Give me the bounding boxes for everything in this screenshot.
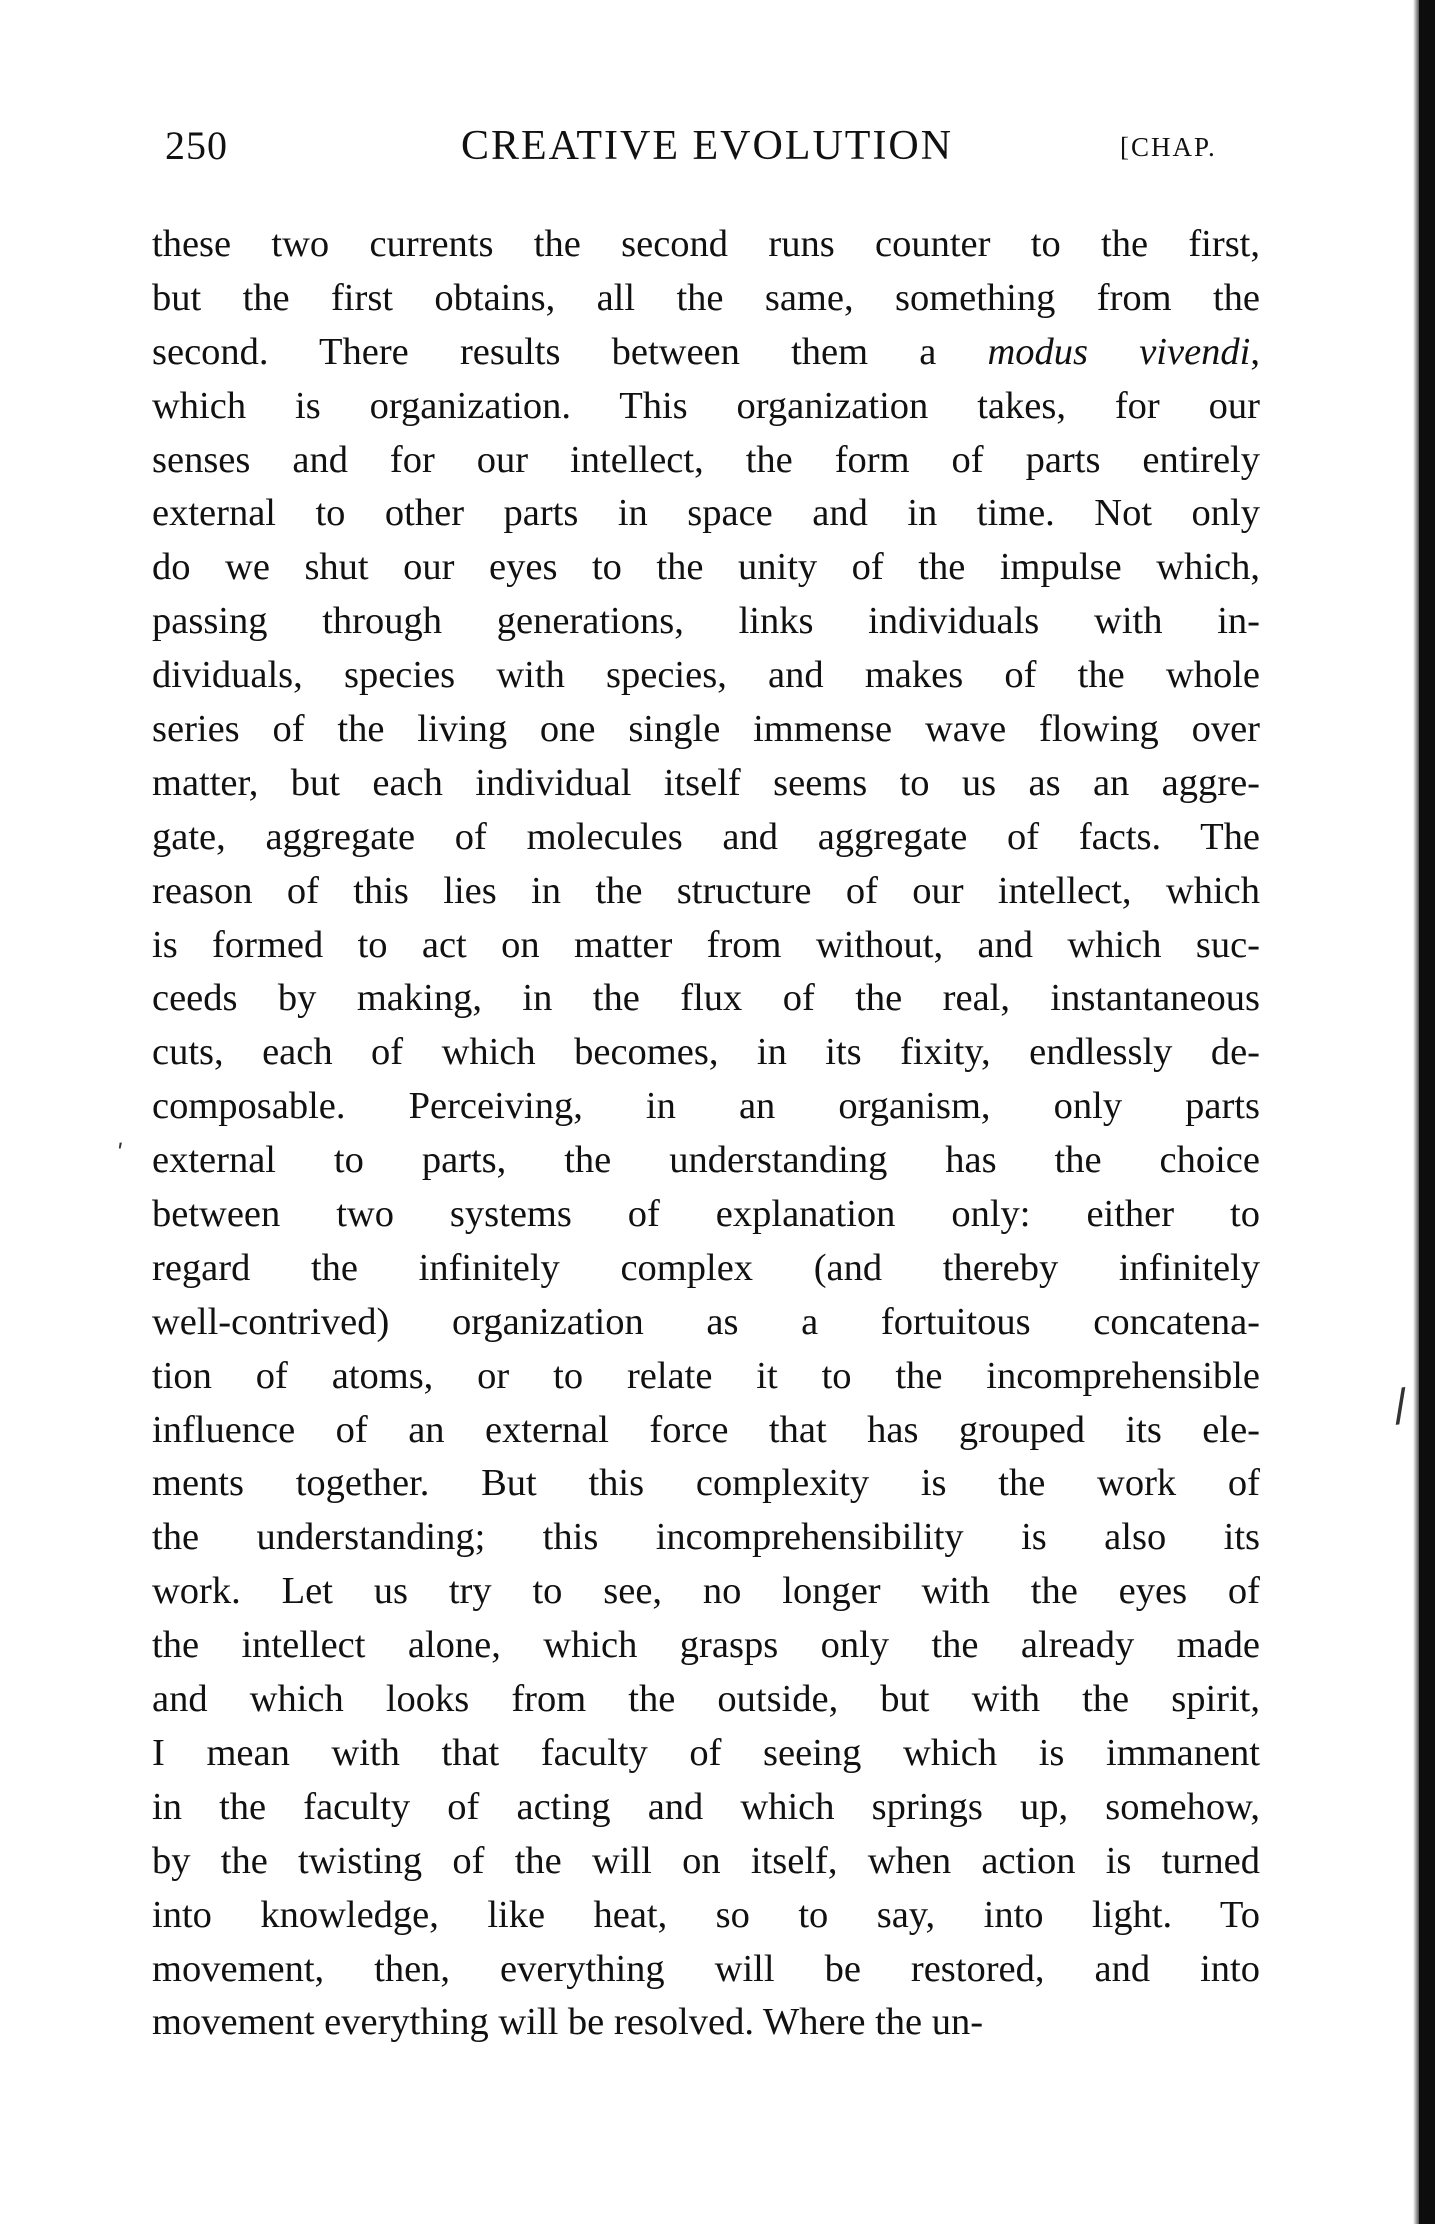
text-line: the understanding; this incomprehensibility is also its — [152, 1516, 1260, 1559]
italic-phrase: modus vivendi — [987, 330, 1251, 373]
text-line: into knowledge, like heat, so to say, into light. To — [152, 1893, 1260, 1936]
text-line: these two currents the second runs counter to the first, — [152, 223, 1260, 265]
text-line: external to parts, the understanding has the choice — [152, 1139, 1260, 1182]
text-line: the intellect alone, which grasps only the already made — [152, 1624, 1260, 1667]
text-line-modus-vivendi — [152, 326, 1260, 380]
text-line: gate, aggregate of molecules and aggregate of facts. The — [152, 815, 1260, 858]
text-line: is formed to act on matter from without, and which suc- — [152, 923, 1260, 966]
running-title: CREATIVE EVOLUTION — [461, 123, 954, 169]
text-line: reason of this lies in the structure of our intellect, which — [152, 869, 1260, 912]
text-line: well-contrived) organization as a fortuitous concatena- — [152, 1300, 1260, 1343]
text-line: but the first obtains, all the same, something from the — [152, 276, 1260, 319]
text-line: series of the living one single immense wave flowing over — [152, 708, 1260, 751]
text-line: composable. Perceiving, in an organism, only parts — [152, 1085, 1260, 1128]
text-line: cuts, each of which becomes, in its fixity, endlessly de- — [152, 1031, 1260, 1074]
text-line: do we shut our eyes to the unity of the impulse which, — [152, 546, 1260, 589]
text-line: between two systems of explanation only: either to — [152, 1193, 1260, 1236]
page-number: 250 — [165, 123, 228, 168]
body-text — [152, 218, 1260, 2050]
line-text-before: second. There results between them a — [152, 330, 988, 373]
text-line: I mean with that faculty of seeing which is immanent — [152, 1731, 1260, 1774]
text-line: work. Let us try to see, no longer with the eyes of — [152, 1570, 1260, 1613]
text-line: matter, but each individual itself seems to us as an aggre- — [152, 761, 1260, 804]
text-line: which is organization. This organization takes, for our — [152, 384, 1260, 427]
text-line: regard the infinitely complex (and thereby infinitely — [152, 1246, 1260, 1289]
line-segment-visible — [152, 331, 1260, 373]
binding-edge — [1419, 0, 1435, 2224]
text-line: external to other parts in space and in time. Not only — [152, 492, 1260, 535]
text-line: senses and for our intellect, the form of parts entirely — [152, 438, 1260, 481]
text-line: dividuals, species with species, and makes of the whole — [152, 654, 1260, 697]
text-line: by the twisting of the will on itself, when action is turned — [152, 1839, 1260, 1882]
text-line: in the faculty of acting and which springs up, somehow, — [152, 1785, 1260, 1828]
text-line: influence of an external force that has grouped its ele- — [152, 1408, 1260, 1451]
text-line: passing through generations, links individuals with in- — [152, 600, 1260, 643]
page-header — [165, 122, 1265, 182]
text-line: movement, then, everything will be restored, and into — [152, 1947, 1260, 1990]
text-line: tion of atoms, or to relate it to the incomprehensible — [152, 1354, 1260, 1397]
text-line: ceeds by making, in the flux of the real, instantaneous — [152, 977, 1260, 1020]
chapter-mark: [CHAP. — [1120, 132, 1217, 162]
text-line-last: movement everything will be resolved. Where the un- — [152, 2001, 984, 2044]
margin-mark-right: / — [1389, 1379, 1412, 1432]
text-line: ments together. But this complexity is the work of — [152, 1462, 1260, 1505]
text-line: and which looks from the outside, but with the spirit, — [152, 1678, 1260, 1721]
margin-mark-left: ʹ — [117, 1140, 124, 1168]
line-text-after: , — [1250, 330, 1260, 373]
